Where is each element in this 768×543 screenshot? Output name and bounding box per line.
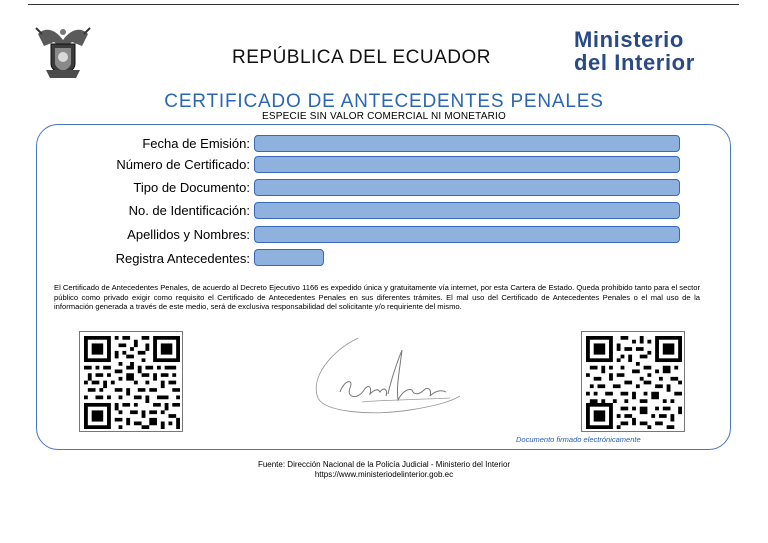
label-numero-certificado: Número de Certificado: [116, 157, 250, 172]
footer-source [0, 460, 768, 479]
ministry-line1: Ministerio [574, 27, 684, 52]
signature-icon [300, 330, 470, 420]
top-rule [28, 4, 739, 5]
qr-code-icon [79, 331, 183, 432]
footer-url[interactable]: https://www.ministeriodelinterior.gob.ec [314, 469, 454, 479]
label-apellidos-nombres: Apellidos y Nombres: [127, 227, 250, 242]
qr-code-icon [581, 331, 685, 432]
certificate-title: CERTIFICADO DE ANTECEDENTES PENALES [164, 91, 604, 112]
label-tipo-documento: Tipo de Documento: [133, 180, 250, 195]
police-emblem-icon [32, 20, 94, 82]
footer-source-text: Fuente: Dirección Nacional de la Policía Judicial - Ministerio del Interior [257, 460, 511, 469]
signed-note: Documento firmado electrónicamente [516, 435, 641, 444]
ministry-logo [574, 28, 695, 74]
field-fecha-emision [254, 135, 680, 152]
label-identificacion: No. de Identificación: [128, 203, 250, 218]
certificate-subtitle: ESPECIE SIN VALOR COMERCIAL NI MONETARIO [262, 111, 506, 122]
field-identificacion [254, 202, 680, 219]
field-apellidos-nombres [254, 226, 680, 243]
label-fecha-emision: Fecha de Emisión: [142, 136, 250, 151]
field-tipo-documento [254, 179, 680, 196]
field-registra-antecedentes [254, 249, 324, 266]
ministry-line2: del Interior [574, 50, 695, 75]
label-registra-antecedentes: Registra Antecedentes: [115, 251, 250, 266]
country-name: REPÚBLICA DEL ECUADOR [232, 47, 491, 68]
legal-notice: El Certificado de Antecedentes Penales, de acuerdo al Decreto Ejecutivo 1166 es expedido única y gratuitamente vía internet, por esta Cartera de Estado. Queda prohibido tanto para el sector público como privado exigir como requisito el Certificado de Antecedentes Penales en sus diferentes trámites. El mal uso del Certificado de Antecedentes Penales o el mal uso de la información generada a través de este medio, será de exclusiva responsabilidad del solicitante y/o requiriente del mismo. [54, 283, 700, 312]
field-numero-certificado [254, 156, 680, 173]
